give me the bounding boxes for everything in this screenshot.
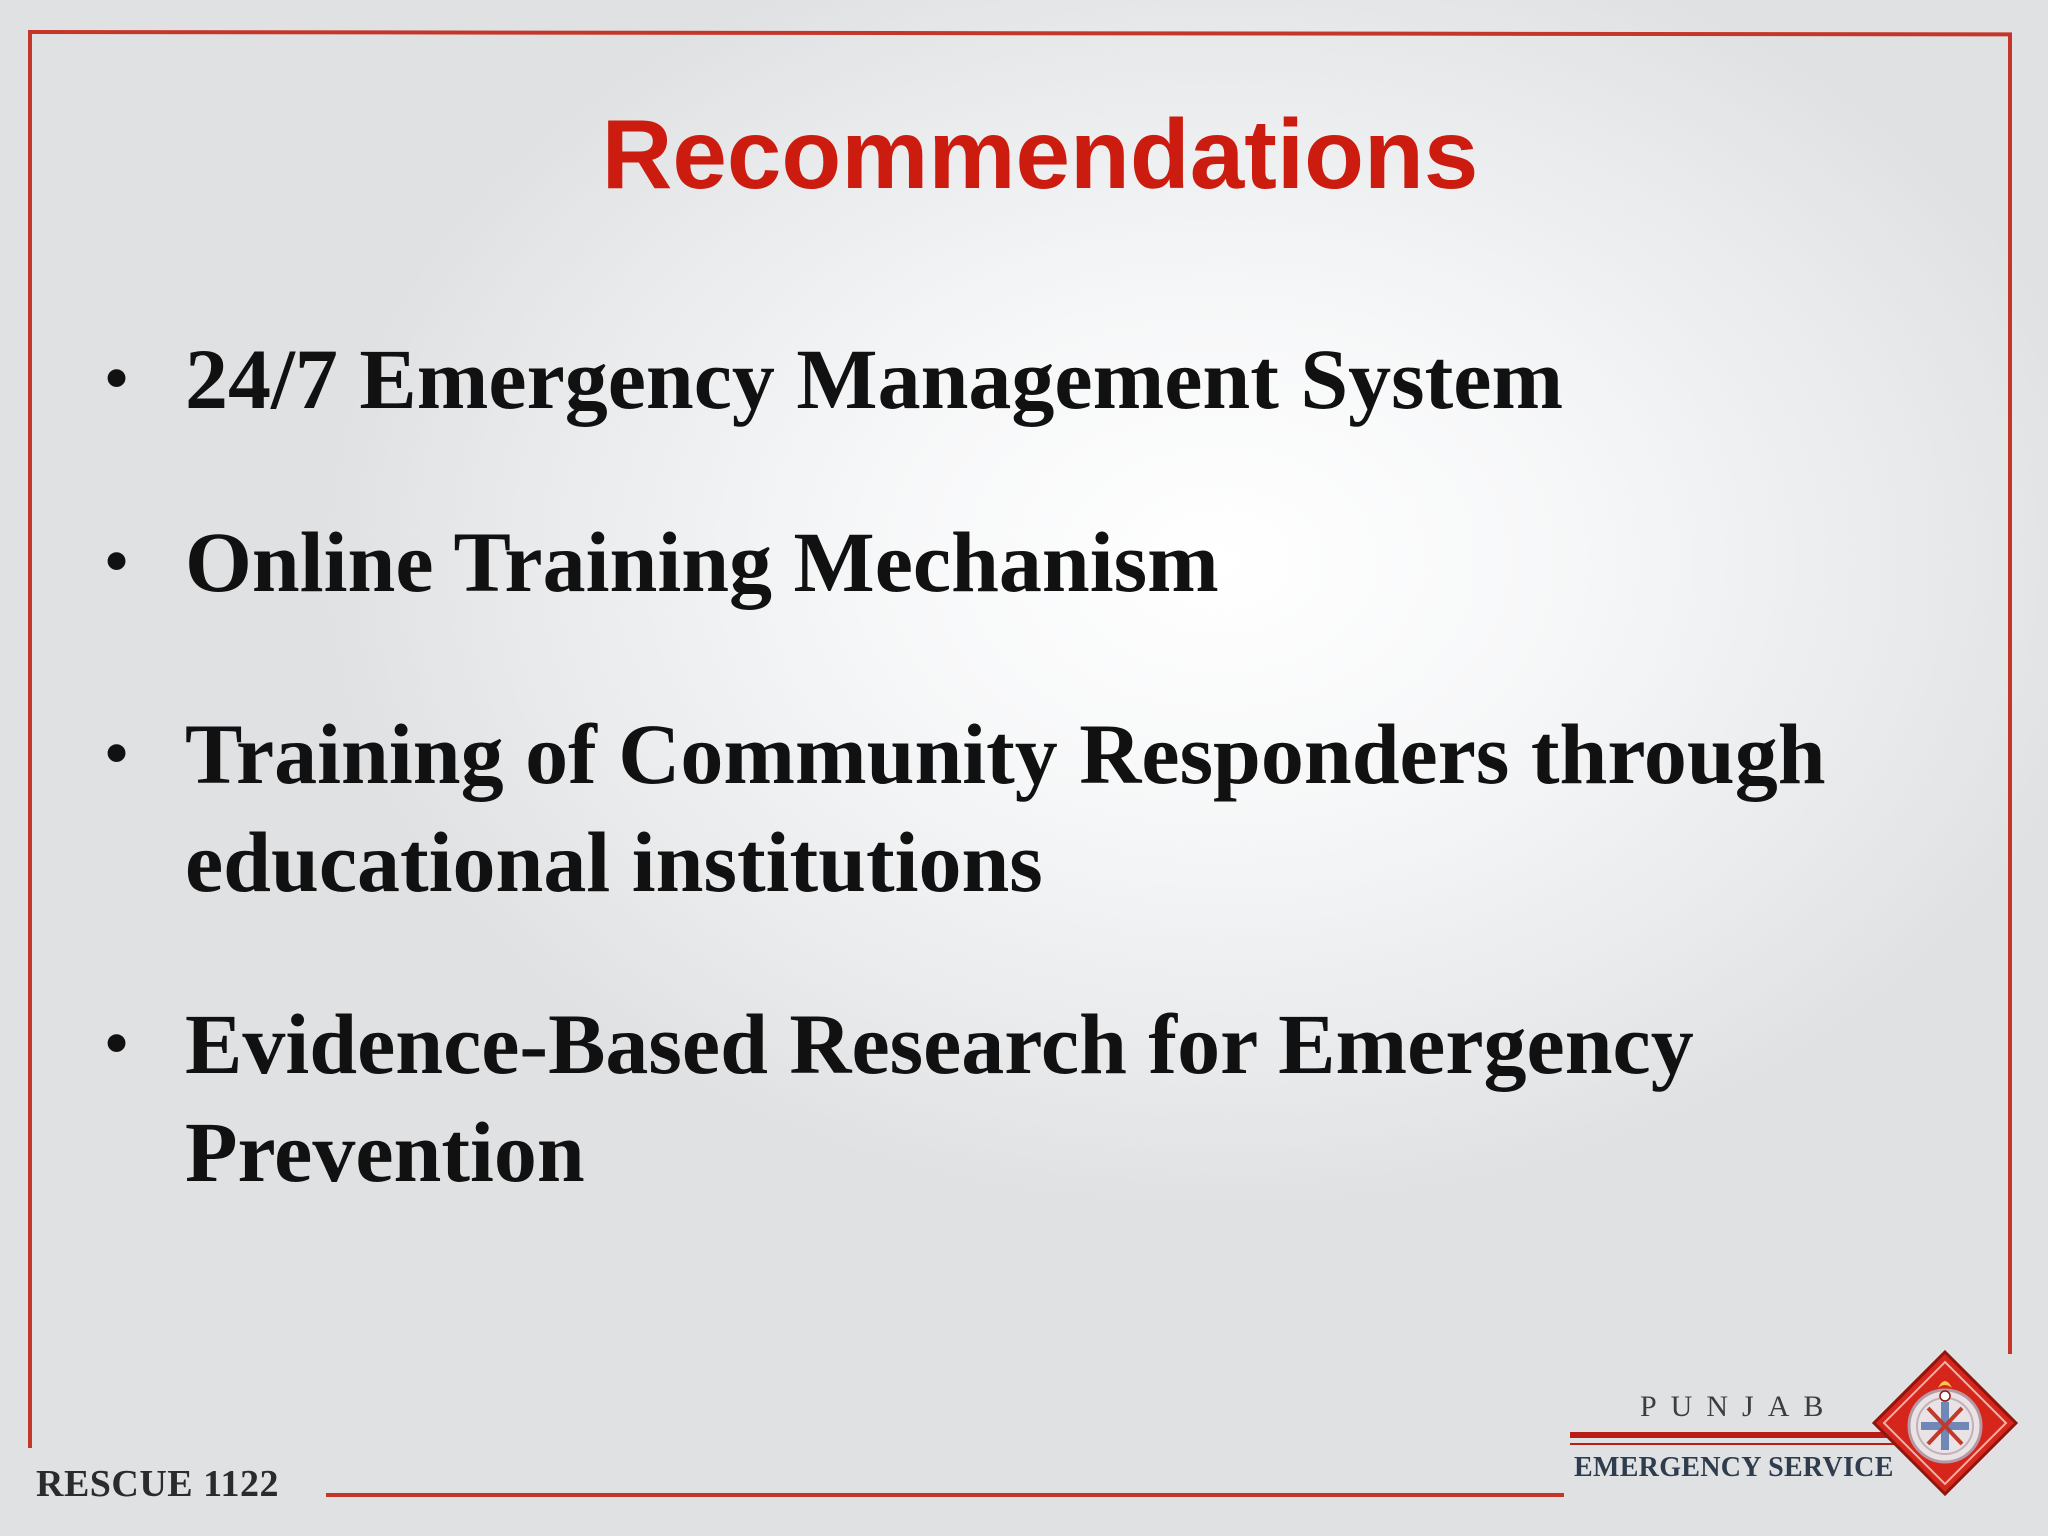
bullet-dot: • (105, 342, 129, 415)
slide-title: Recommendations (601, 99, 1479, 209)
bullet-dot: • (105, 1007, 129, 1080)
logo-emergency-service-text: EMERGENCY SERVICE (1574, 1452, 1894, 1483)
bullet-item (105, 508, 1975, 616)
bullet-item (105, 990, 1975, 1206)
rescue-emblem-icon (1870, 1348, 2020, 1498)
footer-rescue-label: RESCUE 1122 (36, 1463, 280, 1505)
bullet-text: Training of Community Responders through educational institutions (185, 706, 1826, 910)
bullet-dot: • (105, 717, 129, 790)
logo-rule-thin (1570, 1443, 1900, 1445)
bullet-item (105, 700, 1975, 916)
bullet-text: Online Training Mechanism (185, 514, 1219, 610)
bullet-dot: • (105, 525, 129, 598)
bullet-item (105, 325, 1975, 433)
logo-punjab-text: PUNJAB (1640, 1390, 1838, 1423)
logo-rule (1570, 1432, 1900, 1438)
bullet-text: 24/7 Emergency Management System (185, 331, 1564, 427)
bullet-text: Evidence-Based Research for Emergency Prevention (185, 996, 1694, 1200)
